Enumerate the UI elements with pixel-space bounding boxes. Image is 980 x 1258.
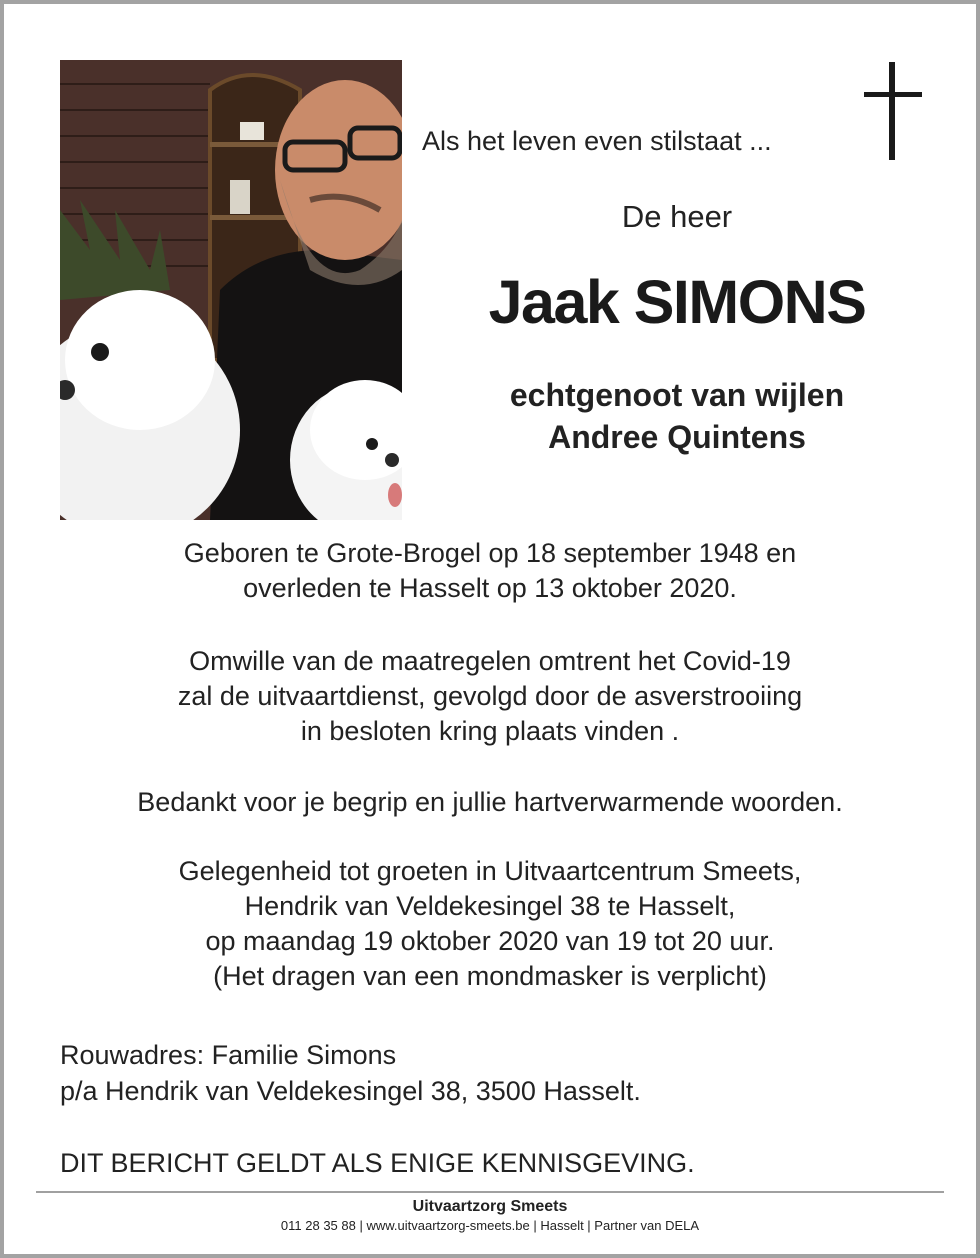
death-line: overleden te Hasselt op 13 oktober 2020. — [243, 573, 737, 603]
covid-paragraph — [4, 644, 976, 749]
visitation-line-4: (Het dragen van een mondmasker is verplicht) — [213, 961, 767, 991]
covid-line-3: in besloten kring plaats vinden . — [300, 716, 680, 746]
footer-divider — [36, 1191, 944, 1193]
visitation-line-3: op maandag 19 oktober 2020 van 19 tot 20 uur. — [205, 926, 775, 956]
funeral-home-name: Uitvaartzorg Smeets — [412, 1198, 568, 1215]
spouse-line-2: Andree Quintens — [548, 419, 806, 455]
cross-icon — [864, 62, 922, 160]
spouse-line-1: echtgenoot van wijlen — [509, 377, 845, 413]
address-line-2: p/a Hendrik van Veldekesingel 38, 3500 Hasselt. — [60, 1076, 641, 1106]
birth-death-paragraph — [4, 536, 976, 606]
covid-line-2: zal de uitvaartdienst, gevolgd door de asverstrooiing — [177, 681, 803, 711]
birth-line: Geboren te Grote-Brogel op 18 september 1948 en — [183, 538, 797, 568]
portrait-photo — [60, 60, 402, 520]
visitation-paragraph — [4, 854, 976, 994]
deceased-name: Jaak SIMONS — [488, 268, 866, 336]
visitation-line-2: Hendrik van Veldekesingel 38 te Hasselt, — [244, 891, 736, 921]
spouse-info — [422, 374, 932, 458]
visitation-line-1: Gelegenheid tot groeten in Uitvaartcentrum Smeets, — [178, 856, 802, 886]
covid-line-1: Omwille van de maatregelen omtrent het Covid-19 — [189, 646, 791, 676]
notice-statement: DIT BERICHT GELDT ALS ENIGE KENNISGEVING. — [60, 1148, 695, 1178]
funeral-home-contact: 011 28 35 88 | www.uitvaartzorg-smeets.be | Hasselt | Partner van DELA — [280, 1218, 700, 1233]
thanks-paragraph: Bedankt voor je begrip en jullie hartverwarmende woorden. — [137, 787, 843, 817]
honorific: De heer — [621, 199, 733, 234]
intro-text: Als het leven even stilstaat ... — [422, 126, 772, 156]
address-line-1: Rouwadres: Familie Simons — [60, 1040, 397, 1070]
mourning-address — [60, 1037, 641, 1109]
